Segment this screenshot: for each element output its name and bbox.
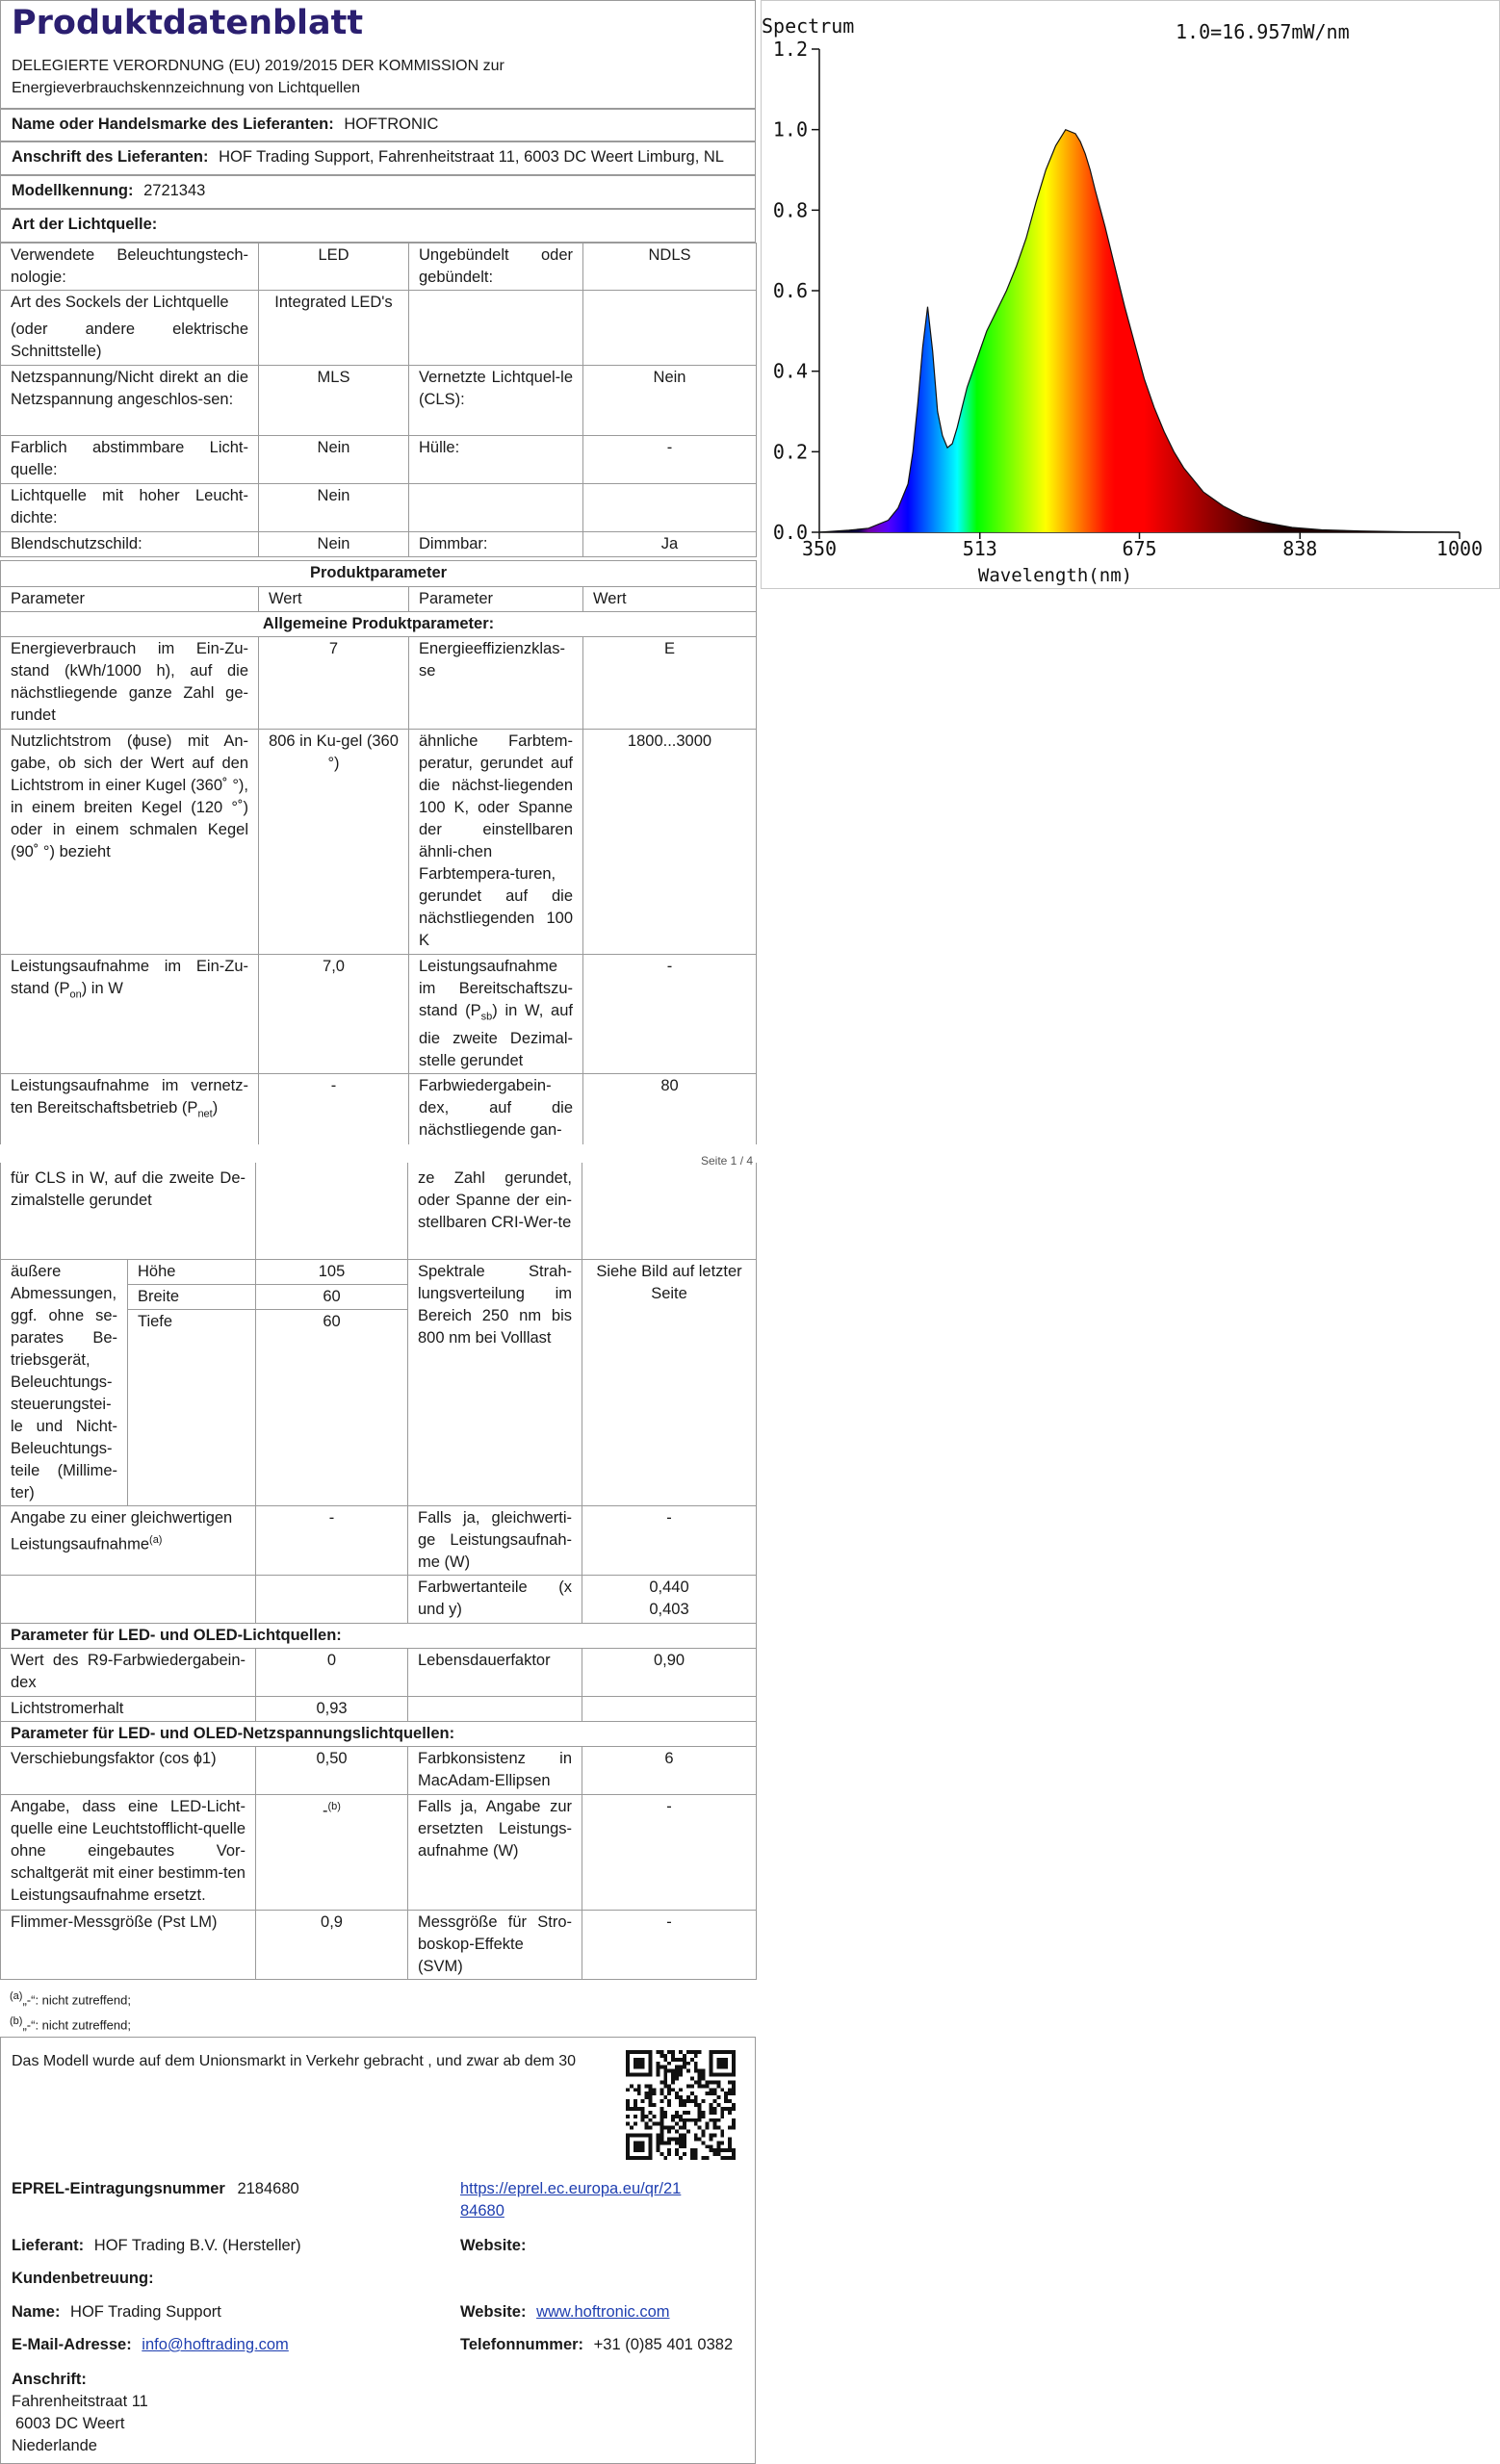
table-row — [1, 318, 757, 366]
param-value: 7,0 — [259, 955, 409, 1074]
param-label: Farbkonsistenz in MacAdam-Ellipsen — [408, 1746, 582, 1794]
param-label: Art des Sockels der Lichtquelle — [1, 291, 259, 318]
param-value: - — [259, 1074, 409, 1144]
x-tick-label: 350 — [801, 537, 838, 560]
dimension-key: Tiefe — [128, 1310, 256, 1505]
param-label: Verschiebungsfaktor (cos ɸ1) — [1, 1746, 256, 1794]
x-tick-label: 513 — [962, 537, 997, 560]
table-row — [1, 532, 757, 557]
param-label: Leistungsaufnahme im Ein-Zu-stand $(P_{on})$ in W — [1, 955, 259, 1074]
param-value: - — [583, 955, 757, 1074]
model-label: Modellkennung: — [12, 182, 134, 199]
table-row — [1, 1505, 757, 1575]
dimensions-label: äußere Abmessungen, ggf. ohne se-parates Be-triebsgerät, Beleuchtungs-steuerungstei-le und Nicht-Beleuchtungs-teile (Millime-ter) — [1, 1259, 128, 1505]
param-label: Leistungsaufnahme im Bereitschaftszu-stand $(P_{sb})$ in W, auf die zweite Dezimal-stelle gerundet — [409, 955, 583, 1074]
param-label: Blendschutzschild: — [1, 532, 259, 557]
param-value: - — [582, 1794, 757, 1910]
email-line — [12, 2334, 289, 2356]
table-row — [1, 612, 757, 637]
table-row — [1, 1259, 757, 1284]
param-label: ähnliche Farbtem-peratur, gerundet auf die nächst-liegenden 100 K, oder Spanne der einstellbaren ähnli-chen Farbtempera-turen, gerundet auf die nächstliegenden 100 K — [409, 730, 583, 955]
name-label: Name: — [12, 2303, 61, 2321]
table-row — [1, 1696, 757, 1721]
phone-value: +31 (0)85 401 0382 — [593, 2336, 734, 2353]
eprel-number: 2184680 — [237, 2180, 299, 2197]
y-tick-label: 0.6 — [772, 279, 808, 302]
section-title: Allgemeine Produktparameter: — [1, 612, 757, 637]
website-label: Website: — [460, 2237, 527, 2254]
table-row — [1, 1623, 757, 1648]
param-value: - — [582, 1910, 757, 1979]
param-value — [259, 318, 409, 366]
x-tick-label: 675 — [1122, 537, 1157, 560]
table-row — [1, 730, 757, 955]
param-label: Falls ja, gleichwerti-ge Leistungsaufnah-me (W) — [408, 1505, 582, 1575]
chart-title: Spectrum — [762, 14, 855, 38]
table-row — [1, 291, 757, 318]
param-label: Farblich abstimmbare Licht-quelle: — [1, 436, 259, 484]
param-value: NDLS — [583, 244, 757, 291]
param-label — [409, 484, 583, 532]
x-tick-label: 1000 — [1435, 537, 1484, 560]
column-header: Parameter — [409, 587, 583, 612]
website-link[interactable]: www.hoftronic.com — [536, 2303, 670, 2321]
param-label: Angabe zu einer gleichwertigen Leistungsaufnahme$^{(a)}$ — [1, 1505, 256, 1575]
param-value: Nein — [259, 436, 409, 484]
param-label: Nutzlichtstrom (ɸuse) mit An-gabe, ob sich der Wert auf den Lichtstrom in einer Kugel (360˚ °), in einem breiten Kegel (120 °˚) oder in einem schmalen Kegel (90˚ °) bezieht — [1, 730, 259, 955]
email-label: E-Mail-Adresse: — [12, 2336, 132, 2353]
param-value: 0,90 — [582, 1648, 757, 1696]
dimension-value: 60 — [256, 1284, 408, 1309]
contact-name-line — [12, 2301, 221, 2323]
param-label: Lichtstromerhalt — [1, 1696, 256, 1721]
param-label: Hülle: — [409, 436, 583, 484]
name-value: HOF Trading Support — [70, 2303, 221, 2321]
param-label: Ungebündelt oder gebündelt: — [409, 244, 583, 291]
footnote-b: $^{(b)}$„-“: nicht zutreffend; — [10, 2015, 131, 2033]
param-label: Wert des R9-Farbwiedergabein-dex — [1, 1648, 256, 1696]
type-table — [0, 243, 757, 557]
param-label: Lichtquelle mit hoher Leucht-dichte: — [1, 484, 259, 532]
param-value: 1800...3000 — [583, 730, 757, 955]
table-row — [1, 1746, 757, 1794]
param-label — [409, 318, 583, 366]
market-text: Das Modell wurde auf dem Unionsmarkt in Verkehr gebracht , und zwar ab dem 30 — [12, 2053, 577, 2069]
param-value: 80 — [583, 1074, 757, 1144]
param-value: 806 in Ku-gel (360 °) — [259, 730, 409, 955]
param-label: für CLS in W, auf die zweite De-zimalstelle gerundet — [1, 1163, 256, 1259]
table-row — [1, 1721, 757, 1746]
section-title: Parameter für LED- und OLED-Lichtquellen: — [1, 1623, 757, 1648]
param-value: 6 — [582, 1746, 757, 1794]
model-id: 2721343 — [143, 182, 206, 199]
y-tick-label: 0.4 — [772, 359, 808, 383]
param-label: Energieeffizienzklas-se — [409, 637, 583, 730]
param-value — [256, 1163, 408, 1259]
eprel-line — [12, 2178, 299, 2200]
eprel-link[interactable]: https://eprel.ec.europa.eu/qr/21 84680 — [460, 2180, 682, 2220]
param-value: 7 — [259, 637, 409, 730]
table-row — [1, 1575, 757, 1623]
supplier-address: HOF Trading Support, Fahrenheitstraat 11, 6003 DC Weert Limburg, NL — [219, 148, 724, 166]
x-axis-label: Wavelength(nm) — [977, 565, 1133, 586]
regulation-text: DELEGIERTE VERORDNUNG (EU) 2019/2015 DER KOMMISSION zur Energieverbrauchskennzeichnung von Lichtquellen — [12, 58, 504, 96]
supplier-address-label: Anschrift des Lieferanten: — [12, 148, 209, 166]
table-row — [1, 1074, 757, 1144]
param-value — [256, 1575, 408, 1623]
table-header-row — [1, 587, 757, 612]
param-label: Farbwiedergabein-dex, auf die nächstliegende gan- — [409, 1074, 583, 1144]
param-value — [583, 318, 757, 366]
spectrum-chart — [761, 0, 1500, 589]
website2-label: Website: — [460, 2303, 527, 2321]
column-header: Wert — [583, 587, 757, 612]
supplier-address-line — [12, 146, 724, 168]
supplier-name-line — [12, 114, 438, 136]
qr-code[interactable] — [626, 2050, 736, 2160]
table-row — [1, 637, 757, 730]
y-tick-label: 1.0 — [772, 117, 808, 141]
spectrum-plot — [762, 1, 1499, 588]
param-value: - — [256, 1505, 408, 1575]
column-header: Parameter — [1, 587, 259, 612]
footnote-a: $^{(a)}$„-“: nicht zutreffend; — [10, 1990, 131, 2008]
param-label — [408, 1696, 582, 1721]
supplier-line — [12, 2235, 301, 2257]
light-source-type-label: Art der Lichtquelle: — [12, 216, 158, 233]
param-value: 0 — [256, 1648, 408, 1696]
eprel-label: EPREL-Eintragungsnummer — [12, 2180, 225, 2197]
param-value — [583, 291, 757, 318]
param-value: - — [582, 1505, 757, 1575]
page-title: Produktdatenblatt — [12, 4, 364, 42]
address-line-2: 6003 DC Weert — [15, 2415, 125, 2432]
param-value: -$^{(b)}$ — [256, 1794, 408, 1910]
param-value: 0,440 0,403 — [582, 1575, 757, 1623]
param-value: 0,93 — [256, 1696, 408, 1721]
dimension-key: Breite — [128, 1284, 256, 1309]
table-row — [1, 1648, 757, 1696]
param-label: Dimmbar: — [409, 532, 583, 557]
supplier-name-label: Name oder Handelsmarke des Lieferanten: — [12, 116, 334, 133]
param-label: (oder andere elektrische Schnittstelle) — [1, 318, 259, 366]
dimension-value: 60 — [256, 1310, 408, 1505]
param-value: LED — [259, 244, 409, 291]
model-line — [12, 180, 205, 202]
param-value: Siehe Bild auf letzter Seite — [582, 1259, 757, 1505]
param-value: Ja — [583, 532, 757, 557]
param-label: Farbwertanteile (x und y) — [408, 1575, 582, 1623]
param-label: Lebensdauerfaktor — [408, 1648, 582, 1696]
param-value: Integrated LED's — [259, 291, 409, 318]
param-label: Energieverbrauch im Ein-Zu-stand (kWh/1000 h), auf die nächstliegende ganze Zahl ge-rundet — [1, 637, 259, 730]
table-row — [1, 484, 757, 532]
table-row — [1, 436, 757, 484]
param-value: E — [583, 637, 757, 730]
section-title: Parameter für LED- und OLED-Netzspannungslichtquellen: — [1, 1721, 757, 1746]
supplier-label: Lieferant: — [12, 2237, 85, 2254]
y-tick-label: 0.2 — [772, 440, 808, 464]
param-value — [582, 1163, 757, 1259]
supplier-name: HOFTRONIC — [344, 116, 439, 133]
address-label: Anschrift: — [12, 2371, 87, 2388]
param-value: - — [583, 436, 757, 484]
param-label — [409, 291, 583, 318]
param-label — [1, 1575, 256, 1623]
website-line — [460, 2301, 670, 2323]
spectrum-area — [819, 130, 1460, 532]
y-tick-label: 0.0 — [772, 521, 808, 544]
param-value: 0,50 — [256, 1746, 408, 1794]
chart-annotation: 1.0=16.957mW/nm — [1176, 20, 1350, 43]
y-tick-label: 0.8 — [772, 198, 808, 222]
param-value: 0,9 — [256, 1910, 408, 1979]
table-row — [1, 561, 757, 587]
phone-line — [460, 2334, 733, 2356]
param-label: Leistungsaufnahme im vernetz-ten Bereitschaftsbetrieb $(P_{net})$ — [1, 1074, 259, 1144]
param-value — [582, 1696, 757, 1721]
param-label: Netzspannung/Nicht direkt an die Netzspannung angeschlos-sen: — [1, 366, 259, 436]
param-value — [583, 484, 757, 532]
param-value: Nein — [259, 532, 409, 557]
table-row — [1, 1910, 757, 1979]
dimension-key: Höhe — [128, 1259, 256, 1284]
param-label: Vernetzte Lichtquel-le (CLS): — [409, 366, 583, 436]
address-line-3: Niederlande — [12, 2437, 97, 2454]
page-number: Seite 1 / 4 — [701, 1154, 754, 1168]
email-link[interactable]: info@hoftrading.com — [142, 2336, 289, 2353]
table-row — [1, 955, 757, 1074]
y-tick-label: 1.2 — [772, 38, 808, 61]
column-header: Wert — [259, 587, 409, 612]
table-row — [1, 366, 757, 436]
param-label: ze Zahl gerundet, oder Spanne der ein-stellbaren CRI-Wer-te — [408, 1163, 582, 1259]
customer-service-label: Kundenbetreuung: — [12, 2270, 154, 2287]
param-label: Falls ja, Angabe zur ersetzten Leistungs-aufnahme (W) — [408, 1794, 582, 1910]
param-label: Angabe, dass eine LED-Licht-quelle eine Leuchtstofflicht-quelle ohne eingebautes Vor-schaltgerät mit einer bestimm-ten Leistungsaufnahme ersetzt. — [1, 1794, 256, 1910]
table-row — [1, 1794, 757, 1910]
param-value: Nein — [259, 484, 409, 532]
param-value: Nein — [583, 366, 757, 436]
supplier-value: HOF Trading B.V. (Hersteller) — [93, 2237, 301, 2254]
section-title: Produktparameter — [1, 561, 757, 587]
table-row — [1, 244, 757, 291]
param-label: Spektrale Strah-lungsverteilung im Bereich 250 nm bis 800 nm bei Volllast — [408, 1259, 582, 1505]
qr-modules — [626, 2050, 736, 2160]
phone-label: Telefonnummer: — [460, 2336, 584, 2353]
param-label: Messgröße für Stro-boskop-Effekte (SVM) — [408, 1910, 582, 1979]
dimension-value: 105 — [256, 1259, 408, 1284]
table-row — [1, 1163, 757, 1259]
param-label: Flimmer-Messgröße (Pst LM) — [1, 1910, 256, 1979]
param-value: MLS — [259, 366, 409, 436]
param-label: Verwendete Beleuchtungstech-nologie: — [1, 244, 259, 291]
product-params-table-continued — [0, 1163, 757, 1980]
x-tick-label: 838 — [1282, 537, 1318, 560]
address-line-1: Fahrenheitstraat 11 — [12, 2393, 148, 2410]
product-params-table — [0, 560, 757, 1144]
